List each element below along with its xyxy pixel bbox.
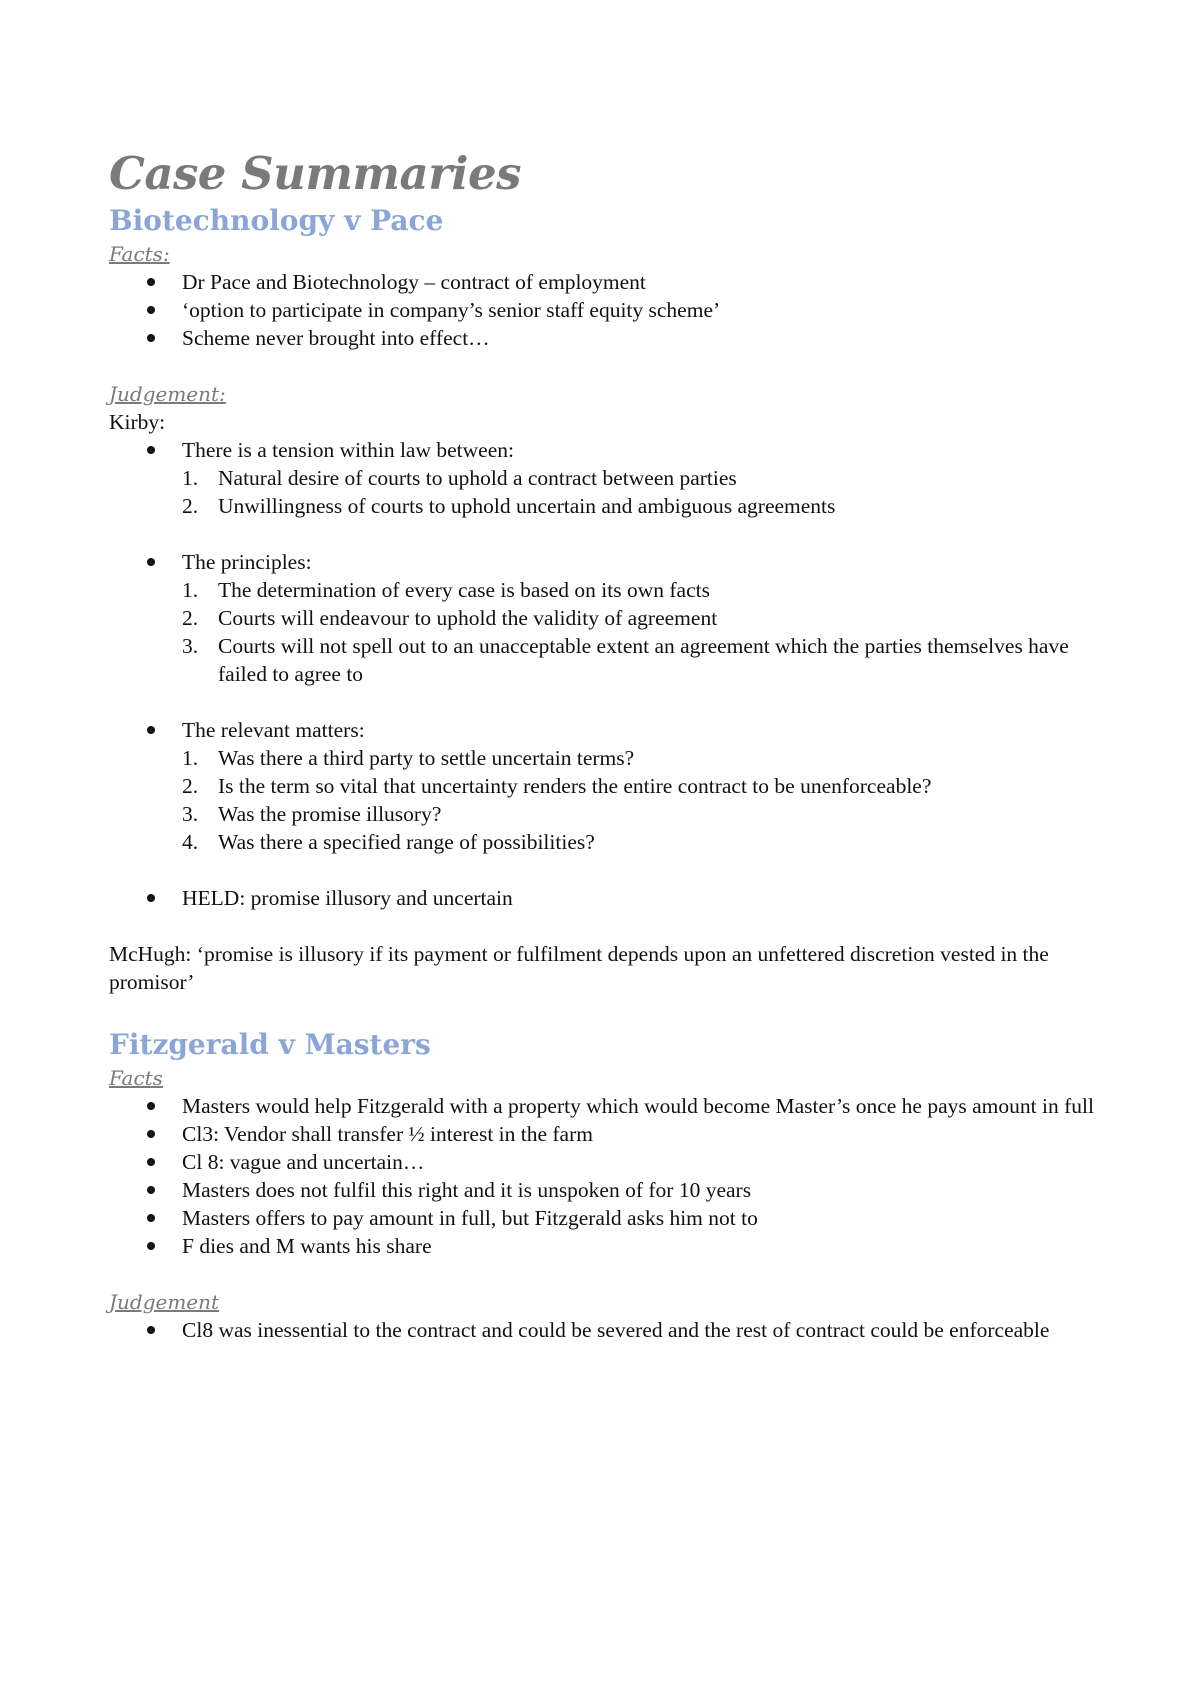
list-item: Scheme never brought into effect… — [109, 324, 1099, 352]
list-item: F dies and M wants his share — [109, 1232, 1099, 1260]
judgement-points — [109, 884, 1099, 912]
judgement-point — [109, 548, 1099, 688]
judgement-points — [109, 436, 1099, 520]
judgement-label: Judgement — [109, 1290, 220, 1314]
judgement-list — [109, 1316, 1099, 1344]
document-page — [109, 146, 1099, 1344]
spacer — [109, 520, 1099, 548]
list-item: Cl8 was inessential to the contract and could be severed and the rest of contract could be enforceable — [109, 1316, 1099, 1344]
judgement-points — [109, 716, 1099, 856]
held-point: HELD: promise illusory and uncertain — [109, 884, 1099, 912]
numbered-list — [182, 576, 1099, 688]
numbered-list — [182, 744, 1099, 856]
list-item: 4. Was there a specified range of possibilities? — [182, 830, 595, 854]
judgement-point — [109, 436, 1099, 520]
facts-list — [109, 268, 1099, 352]
list-item: 3. Was the promise illusory? — [182, 802, 442, 826]
judgement-point — [109, 716, 1099, 856]
list-item: Cl 8: vague and uncertain… — [109, 1148, 1099, 1176]
list-item: ‘option to participate in company’s senior staff equity scheme’ — [109, 296, 1099, 324]
list-item: 1. Natural desire of courts to uphold a contract between parties — [182, 466, 737, 490]
point-text: The principles: — [182, 550, 312, 574]
spacer — [109, 352, 1099, 380]
document-title: Case Summaries — [109, 147, 521, 200]
spacer — [109, 1260, 1099, 1288]
list-item: 2. Is the term so vital that uncertainty renders the entire contract to be unenforceable? — [182, 774, 932, 798]
spacer — [109, 856, 1099, 884]
point-text: The relevant matters: — [182, 718, 365, 742]
list-item: 3. Courts will not spell out to an unacceptable extent an agreement which the parties themselves have failed to agree to — [182, 634, 1069, 686]
list-item: 2. Unwillingness of courts to uphold uncertain and ambiguous agreements — [182, 494, 836, 518]
facts-list — [109, 1092, 1099, 1260]
judgement-label: Judgement: — [109, 382, 226, 406]
facts-label: Facts: — [109, 242, 170, 266]
list-item: Masters offers to pay amount in full, but Fitzgerald asks him not to — [109, 1204, 1099, 1232]
list-item: Masters does not fulfil this right and it is unspoken of for 10 years — [109, 1176, 1099, 1204]
judge-name: Kirby: — [109, 410, 166, 434]
case-heading: Fitzgerald v Masters — [109, 1028, 431, 1061]
numbered-list — [182, 464, 1099, 520]
facts-label: Facts — [109, 1066, 163, 1090]
list-item: Dr Pace and Biotechnology – contract of employment — [109, 268, 1099, 296]
case-heading: Biotechnology v Pace — [109, 204, 444, 237]
point-text: There is a tension within law between: — [182, 438, 514, 462]
spacer — [109, 912, 1099, 940]
spacer — [109, 996, 1099, 1026]
list-item: 1. The determination of every case is based on its own facts — [182, 578, 710, 602]
list-item: 2. Courts will endeavour to uphold the validity of agreement — [182, 606, 718, 630]
list-item: Masters would help Fitzgerald with a property which would become Master’s once he pays amount in full — [109, 1092, 1099, 1120]
mchugh-quote: McHugh: ‘promise is illusory if its payment or fulfilment depends upon an unfettered discretion vested in the promisor’ — [109, 942, 1049, 994]
spacer — [109, 688, 1099, 716]
list-item: 1. Was there a third party to settle uncertain terms? — [182, 746, 635, 770]
list-item: Cl3: Vendor shall transfer ½ interest in the farm — [109, 1120, 1099, 1148]
judgement-points — [109, 548, 1099, 688]
